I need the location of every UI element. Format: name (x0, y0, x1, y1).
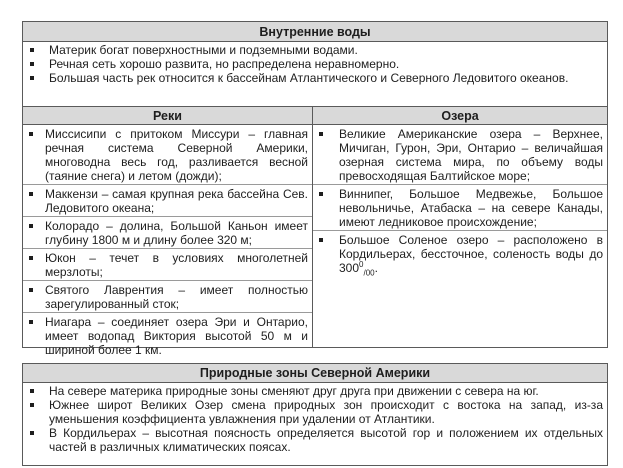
list-item: Большая часть рек относится к бассейнам Атлантического и Северного Ледовитого океанов. (23, 71, 607, 85)
list-item: На севере материка природные зоны сменяют друг друга при движении с севера на юг. (23, 384, 607, 398)
list-item: Виннипег, Большое Медвежье, Большое невольничье, Атабаска – на севере Канады, имеют ледниковое происхождение; (313, 185, 607, 231)
list-item: Великие Американские озера – Верхнее, Мичиган, Гурон, Эри, Онтарио – величайшая озерная система мира, по объему воды превосходящая Балтийское море; (313, 125, 607, 185)
lakes-list (313, 125, 607, 276)
list-item: Южнее широт Великих Озер смена природных зон происходит с востока на запад, из-за уменьшения коэффициента увлажнения при удалении от Атлантики. (23, 398, 607, 426)
rivers-lakes-section (23, 106, 607, 357)
salt-lake-text: Большое Соленое озеро – расположено в Кордильерах, бессточное, соленость воды до 300 (339, 233, 603, 275)
inland-waters-table (22, 21, 608, 357)
list-item: Святого Лаврентия – имеет полностью зарегулированный сток; (23, 281, 312, 313)
list-item-salt-lake (313, 231, 607, 276)
list-item: В Кордильерах – высотная поясность определяется высотой гор и положением их отдельных частей в различных климатических поясах. (23, 426, 607, 454)
salinity-sub: /00 (363, 268, 375, 278)
list-item: Миссисипи с притоком Миссури – главная речная система Северной Америки, многоводна весь год, разливается весной (таяние снега) и летом (дожди); (23, 125, 312, 185)
salt-lake-end: . (374, 261, 378, 275)
list-item: Ниагара – соединяет озера Эри и Онтарио, имеет водопад Виктория высотой 50 м и шириной более 1 км. (23, 313, 312, 358)
natural-zones-title: Природные зоны Северной Америки (23, 364, 607, 383)
lakes-column (313, 107, 607, 347)
lakes-header: Озера (313, 107, 607, 125)
list-item: Юкон – течет в условиях многолетней мерзлоты; (23, 249, 312, 281)
list-item: Маккензи – самая крупная река бассейна Сев. Ледовитого океана; (23, 185, 312, 217)
rivers-header: Реки (23, 107, 312, 125)
list-item: Колорадо – долина, Большой Каньон имеет глубину 1800 м и длину более 320 м; (23, 217, 312, 249)
natural-zones-table (22, 363, 608, 466)
general-facts-list (23, 42, 607, 87)
list-item: Материк богат поверхностными и подземными водами. (23, 43, 607, 57)
rivers-column (23, 107, 313, 357)
inland-waters-title: Внутренние воды (23, 22, 607, 42)
salinity-sup: 0 (359, 260, 364, 269)
rivers-list (23, 125, 312, 358)
list-item: Речная сеть хорошо развита, но распределена неравномерно. (23, 57, 607, 71)
natural-zones-list (23, 383, 607, 456)
